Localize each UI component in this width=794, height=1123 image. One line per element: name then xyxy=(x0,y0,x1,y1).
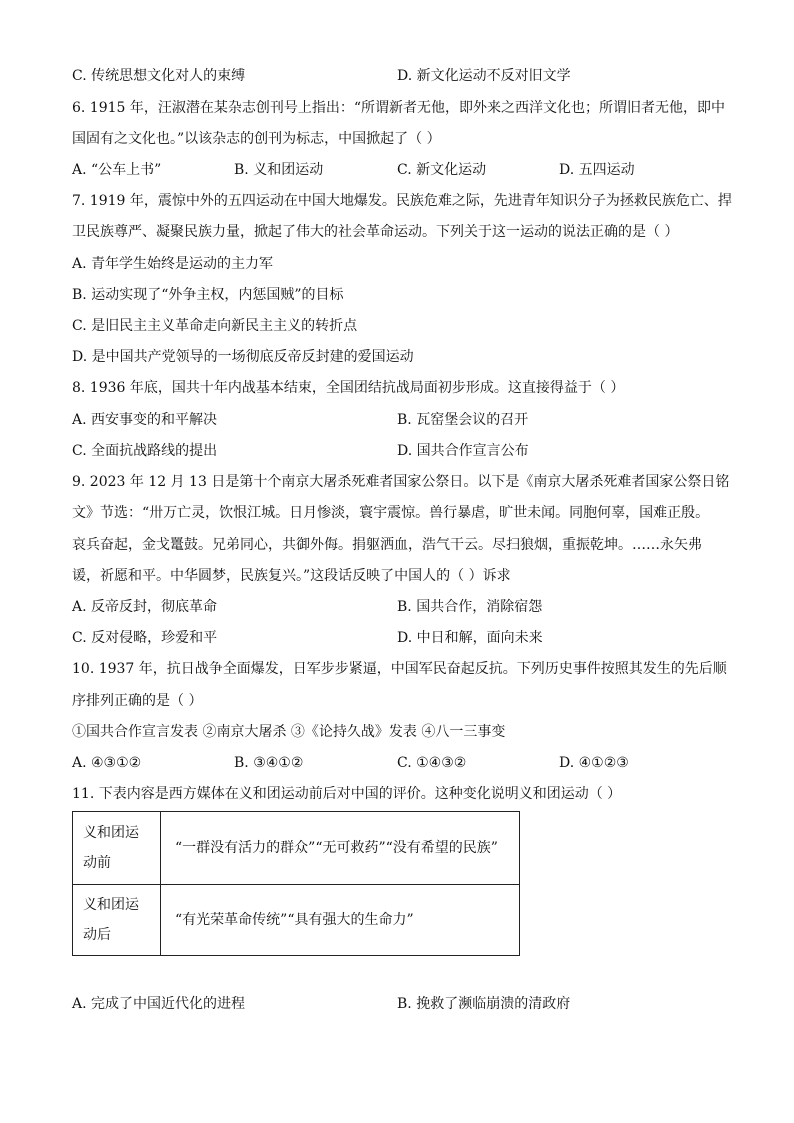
table-row xyxy=(73,812,520,885)
q7-option-a: A. 青年学生始终是运动的主力军 xyxy=(72,256,274,272)
q6-option-a: A. “公车上书” xyxy=(72,162,162,178)
q11-stem-line1: 11. 下表内容是西方媒体在义和团运动前后对中国的评价。这种变化说明义和团运动（ ） xyxy=(72,786,622,802)
table-cell-period: 义和团运动前 xyxy=(73,812,161,885)
table-row xyxy=(73,885,520,956)
q8-option-d: D. 国共合作宣言公布 xyxy=(397,443,529,459)
q11-option-a: A. 完成了中国近代化的进程 xyxy=(72,996,246,1012)
q6-option-d: D. 五四运动 xyxy=(559,162,635,178)
q9-option-c: C. 反对侵略，珍爱和平 xyxy=(72,630,218,646)
q10-stem-line2: 序排列正确的是（ ） xyxy=(72,693,203,709)
q8-option-b: B. 瓦窑堡会议的召开 xyxy=(397,412,529,428)
q11-option-b: B. 挽救了濒临崩溃的清政府 xyxy=(397,996,571,1012)
q6-option-b: B. 义和团运动 xyxy=(234,162,324,178)
table-cell-evaluation: “有光荣革命传统”“具有强大的生命力” xyxy=(161,885,520,956)
q8-option-a: A. 西安事变的和平解决 xyxy=(72,412,218,428)
q7-option-b: B. 运动实现了“外争主权，内惩国贼”的目标 xyxy=(72,287,344,303)
q6-option-c: C. 新文化运动 xyxy=(397,162,487,178)
q9-stem-line4: 谖，祈愿和平。中华圆梦，民族复兴。”这段话反映了中国人的（ ）诉求 xyxy=(72,568,511,584)
q10-option-a: A. ④③①② xyxy=(72,755,142,771)
q11-evaluation-table xyxy=(72,811,520,956)
table-cell-evaluation: “一群没有活力的群众”“无可救药”“没有希望的民族” xyxy=(161,812,520,885)
q8-stem-line1: 8. 1936 年底，国共十年内战基本结束，全国团结抗战局面初步形成。这直接得益于（ ） xyxy=(72,380,625,396)
q9-stem-line2: 文》节选：“卅万亡灵，饮恨江城。日月惨淡，寰宇震惊。兽行暴虐，旷世未闻。同胞何辜，国难正殷。 xyxy=(72,505,710,521)
q10-stem-line1: 10. 1937 年，抗日战争全面爆发，日军步步紧逼，中国军民奋起反抗。下列历史事件按照其发生的先后顺 xyxy=(72,661,727,677)
q9-option-a: A. 反帝反封，彻底革命 xyxy=(72,599,218,615)
q9-stem-line1: 9. 2023 年 12 月 13 日是第十个南京大屠杀死难者国家公祭日。以下是《南京大屠杀死难者国家公祭日铭 xyxy=(72,474,730,490)
q10-events: ①国共合作宣言发表 ②南京大屠杀 ③《论持久战》发表 ④八一三事变 xyxy=(72,724,506,740)
q7-option-c: C. 是旧民主主义革命走向新民主主义的转折点 xyxy=(72,318,358,334)
q6-stem-line2: 国固有之文化也。”以该杂志的创刊为标志，中国掀起了（ ） xyxy=(72,131,441,147)
q6-stem-line1: 6. 1915 年，汪淑潜在某杂志创刊号上指出：“所谓新者无他，即外来之西洋文化也；所谓旧者无他，即中 xyxy=(72,100,726,116)
q9-stem-line3: 哀兵奋起，金戈鼍鼓。兄弟同心，共御外侮。捐躯洒血，浩气干云。尽扫狼烟，重振乾坤。……永矢弗 xyxy=(72,537,702,553)
q7-stem-line1: 7. 1919 年，震惊中外的五四运动在中国大地爆发。民族危难之际，先进青年知识分子为拯救民族危亡、捍 xyxy=(72,193,732,209)
q7-option-d: D. 是中国共产党领导的一场彻底反帝反封建的爱国运动 xyxy=(72,349,414,365)
q10-option-b: B. ③④①② xyxy=(234,755,304,771)
q5-option-d: D. 新文化运动不反对旧文学 xyxy=(397,68,571,84)
table-cell-period: 义和团运动后 xyxy=(73,885,161,956)
q8-option-c: C. 全面抗战路线的提出 xyxy=(72,443,218,459)
q9-option-b: B. 国共合作，消除宿怨 xyxy=(397,599,543,615)
q5-option-c: C. 传统思想文化对人的束缚 xyxy=(72,68,246,84)
q9-option-d: D. 中日和解，面向未来 xyxy=(397,630,543,646)
q7-stem-line2: 卫民族尊严、凝聚民族力量，掀起了伟大的社会革命运动。下列关于这一运动的说法正确的是（ ） xyxy=(72,224,679,240)
q10-option-c: C. ①④③② xyxy=(397,755,467,771)
q10-option-d: D. ④①②③ xyxy=(559,755,629,771)
